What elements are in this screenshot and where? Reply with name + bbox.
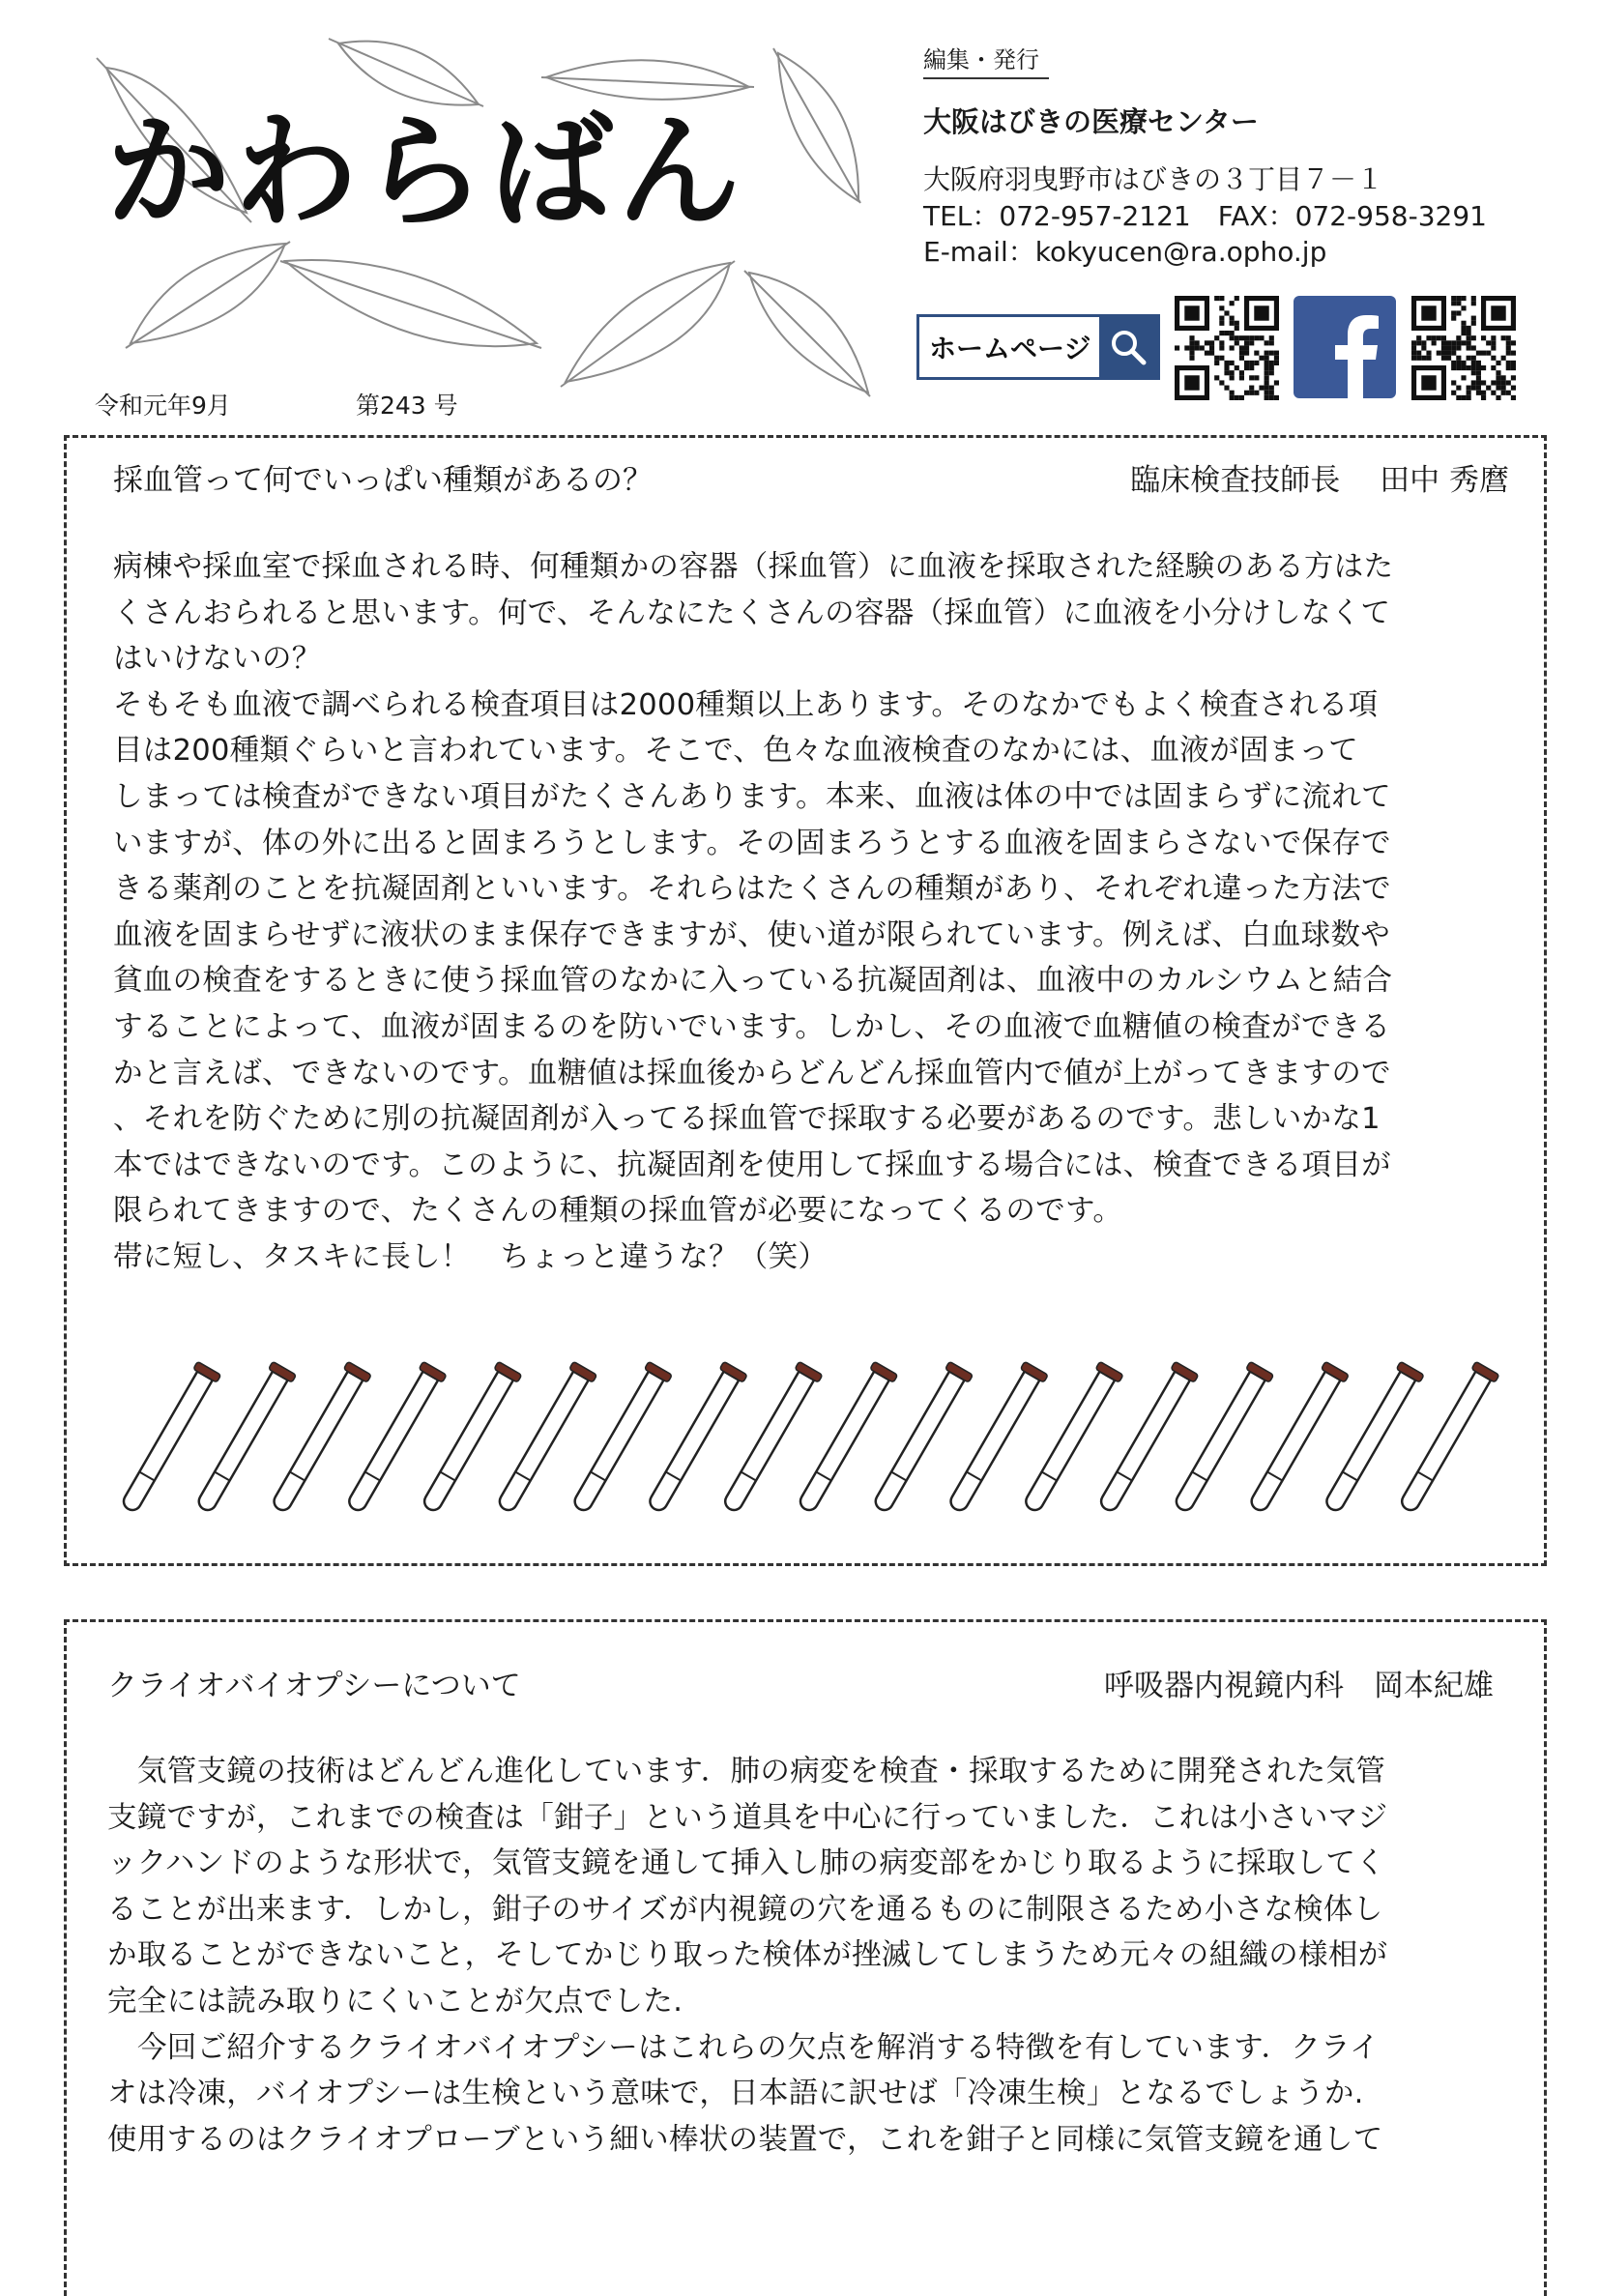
paragraph-line: オは冷凍，バイオプシーは生検という意味で，日本語に訳せば「冷凍生検」となるでしょうか. <box>107 2077 1364 2111</box>
issue-number: 第243 号 <box>356 392 458 420</box>
homepage-label: ホームページ <box>929 333 1091 364</box>
paragraph-line: くさんおられると思います。何で、そんなにたくさんの容器（採血管）に血液を小分けしなくて <box>113 596 1391 630</box>
paragraph-line: か取ることができないこと，そしてかじり取った検体が挫滅してしまうため元々の組織の様相が <box>107 1938 1388 1973</box>
blood-collection-tubes-illustration <box>111 1342 1523 1516</box>
paragraph-line: 帯に短し、タスキに長し！ ちょっと違うな？（笑） <box>113 1239 829 1274</box>
paragraph-line: することによって、血液が固まるのを防いでいます。しかし、その血液で血糖値の検査ができる <box>113 1009 1391 1044</box>
article-cryobiopsy <box>64 1619 1547 2296</box>
masthead-title: かわらばん <box>106 101 745 245</box>
search-icon <box>1099 317 1157 377</box>
paragraph-line: 血液を固まらせずに液状のまま保存できますが、使い道が限られています。例えば、白血球数や <box>113 917 1391 952</box>
paragraph-line: 完全には読み取りにくいことが欠点でした. <box>107 1984 683 2019</box>
paragraph-line: はいけないの？ <box>113 642 322 677</box>
paragraph-line: かと言えば、できないのです。血糖値は採血後からどんどん採血管内で値が上がってきますので <box>113 1056 1391 1090</box>
address: 大阪府羽曳野市はびきの３丁目７－１ <box>923 163 1384 195</box>
qr-code-icon[interactable] <box>1175 296 1279 400</box>
paragraph-line: ックハンドのような形状で，気管支鏡を通して挿入し肺の病変部をかじり取るように採取してく <box>107 1846 1385 1881</box>
publisher-name: 大阪はびきの医療センター <box>923 105 1259 138</box>
paragraph-line: 今回ご紹介するクライオバイオプシーはこれらの欠点を解消する特徴を有しています．クライ <box>137 2030 1380 2065</box>
article-author: 呼吸器内視鏡内科 岡本紀雄 <box>1104 1669 1494 1703</box>
paragraph-line: 気管支鏡の技術はどんどん進化しています．肺の病変を検査・採取するために開発された気管 <box>137 1755 1386 1788</box>
article-title: クライオバイオプシーについて <box>107 1669 521 1703</box>
article-body <box>107 1749 1387 2163</box>
publisher-label: 編集・発行 <box>923 41 1049 79</box>
paragraph-line: 目は200種類ぐらいと言われています。そこで、色々な血液検査のなかには、血液が固まって <box>113 734 1359 769</box>
homepage-search-button[interactable] <box>916 314 1160 380</box>
paragraph-line: 病棟や採血室で採血される時、何種類かの容器（採血管）に血液を採取された経験のある方はた <box>113 550 1394 584</box>
paragraph-line: 支鏡ですが，これまでの検査は「鉗子」という道具を中心に行っていました．これは小さいマジ <box>107 1800 1388 1835</box>
paragraph-line: 、それを防ぐために別の抗凝固剤が入ってる採血管で採取する必要があるのです。悲しいかな1 <box>113 1102 1381 1137</box>
qr-code-icon[interactable] <box>1411 296 1516 400</box>
article-body <box>113 544 1393 1281</box>
article-blood-tubes <box>64 435 1547 1566</box>
article-author: 臨床検査技師長 田中 秀麿 <box>1130 463 1509 498</box>
paragraph-line: 本ではできないのです。このように、抗凝固剤を使用して採血する場合には、検査できる項目が <box>113 1148 1391 1182</box>
paragraph-line: いますが、体の外に出ると固まろうとします。その固まろうとする血液を固まらさないで保存で <box>113 826 1391 860</box>
paragraph-line: 使用するのはクライオプローブという細い棒状の装置で，これを鉗子と同様に気管支鏡を通して <box>107 2122 1383 2157</box>
paragraph-line: 貧血の検査をするときに使う採血管のなかに入っている抗凝固剤は、血液中のカルシウムと結合 <box>113 964 1393 999</box>
facebook-icon[interactable] <box>1294 296 1396 398</box>
issue-date: 令和元年9月 <box>95 392 231 420</box>
article-title: 採血管って何でいっぱい種類があるの？ <box>113 463 653 498</box>
paragraph-line: ることが出来ます．しかし，鉗子のサイズが内視鏡の穴を通るものに制限さるため小さな検体し <box>107 1892 1383 1927</box>
paragraph-line: 限られてきますので、たくさんの種類の採血管が必要になってくるのです。 <box>113 1194 1123 1229</box>
paragraph-line: しまっては検査ができない項目がたくさんあります。本来、血液は体の中では固まらずに流れて <box>113 779 1391 814</box>
phone-fax: TEL：072-957-2121 FAX：072-958-3291 <box>923 200 1487 232</box>
paragraph-line: そもそも血液で調べられる検査項目は2000種類以上あります。そのなかでもよく検査される項 <box>113 687 1379 722</box>
paragraph-line: きる薬剤のことを抗凝固剤といいます。それらはたくさんの種類があり、それぞれ違った方法で <box>113 872 1391 907</box>
email-address[interactable]: E-mail：kokyucen@ra.opho.jp <box>923 236 1327 268</box>
